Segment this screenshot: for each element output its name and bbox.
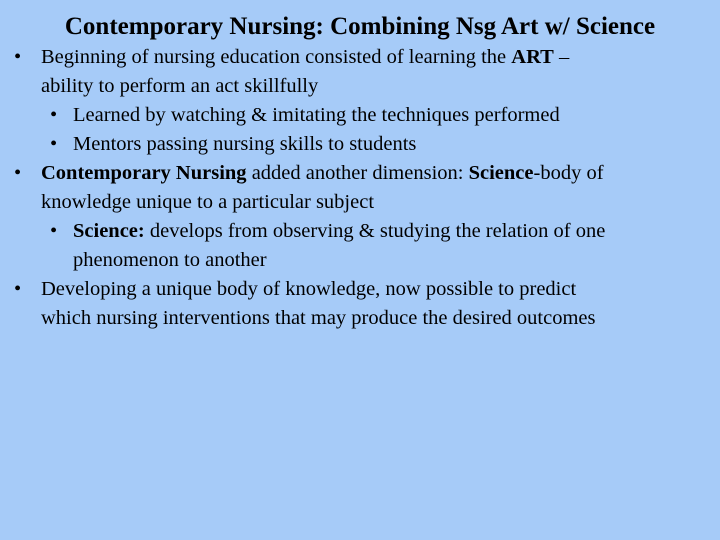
- bullet-dot-icon: •: [14, 278, 22, 300]
- bullet-dot-icon: •: [50, 220, 58, 242]
- bullet-line: [0, 304, 720, 333]
- text-segment: develops from observing & studying the relation of one: [144, 220, 606, 242]
- text-segment: Learned by watching & imitating the techniques performed: [73, 104, 560, 126]
- text-segment: ability to perform an act skillfully: [41, 75, 319, 97]
- bold-text: Science:: [73, 220, 145, 242]
- bullet-line: [0, 188, 720, 217]
- text-segment: phenomenon to another: [73, 249, 267, 271]
- slide-title: Contemporary Nursing: Combining Nsg Art w/ Science: [64, 13, 656, 40]
- bullet-list: [0, 43, 720, 333]
- sub-bullet-line: [0, 246, 720, 275]
- text-segment: –: [553, 46, 570, 68]
- sub-bullet-line: [0, 101, 720, 130]
- text-segment: knowledge unique to a particular subject: [41, 191, 375, 213]
- bullet-line: [0, 159, 720, 188]
- bold-text: Contemporary Nursing: [41, 162, 247, 184]
- bold-text: ART: [511, 46, 554, 68]
- bullet-line: [0, 72, 720, 101]
- bullet-dot-icon: •: [14, 46, 22, 68]
- text-segment: -body of: [533, 162, 604, 184]
- bullet-dot-icon: •: [50, 104, 58, 126]
- bullet-dot-icon: •: [14, 162, 22, 184]
- text-segment: Beginning of nursing education consisted of learning the: [41, 46, 512, 68]
- bold-text: Science: [468, 162, 534, 184]
- sub-bullet-line: [0, 217, 720, 246]
- text-segment: Developing a unique body of knowledge, now possible to predict: [41, 278, 577, 300]
- text-segment: Mentors passing nursing skills to students: [73, 133, 417, 155]
- sub-bullet-line: [0, 130, 720, 159]
- bullet-line: [0, 43, 720, 72]
- text-segment: added another dimension:: [246, 162, 469, 184]
- text-segment: which nursing interventions that may produce the desired outcomes: [41, 307, 596, 329]
- bullet-line: [0, 275, 720, 304]
- bullet-dot-icon: •: [50, 133, 58, 155]
